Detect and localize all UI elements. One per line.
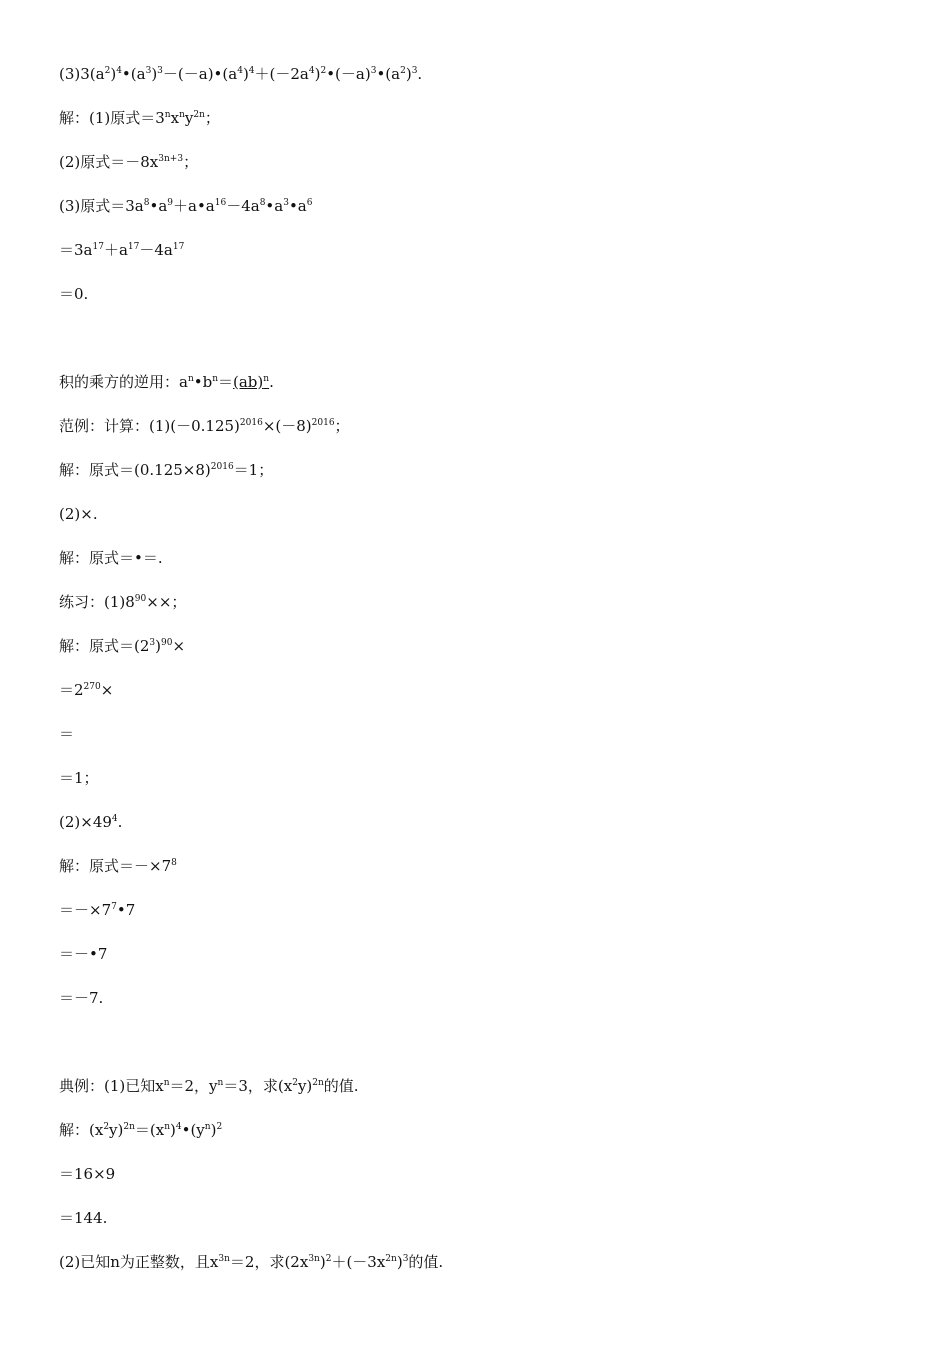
- solution-3-line: (3)原式$=3a^8•a^9+a•a^{16}-4a^8•a^3•a^6$: [59, 197, 313, 215]
- typical-example-1-step-2: ＝16×9: [59, 1165, 116, 1183]
- exercise-1-statement: 练习：$(1)8^{90}\times\times$；: [59, 593, 187, 611]
- example-1-statement: 范例：计算：$(1)(-0.125)^{2016}\times(-8)^{2016}$；: [59, 417, 350, 435]
- typical-example-1-result: ＝144.: [59, 1209, 108, 1227]
- example-2-solution: 解：原式＝•＝.: [59, 549, 163, 567]
- inverse-product-power-rule: 积的乘方的逆用：$a^n•b^n=(ab)^n$.: [59, 373, 274, 391]
- solution-2-line: (2)原式$=-8x^{3n+3}$；: [59, 153, 199, 171]
- problem-3-statement: $(3)3(a^2)^4•(a^3)^3-(-a)•(a^4)^4+(-2a^4)^2•(-a)^3•(a^2)^3$.: [59, 65, 423, 83]
- exercise-1-solution: 解：原式$=(2^3)^{90}\times$: [59, 637, 186, 655]
- exercise-1-step-3: ＝: [59, 725, 75, 743]
- solution-3-result: ＝0.: [59, 285, 89, 303]
- exercise-1-result: ＝1；: [59, 769, 99, 787]
- example-2-statement: (2)×.: [59, 505, 98, 523]
- exercise-2-step-3: ＝－•7: [59, 945, 108, 963]
- typical-example-1-statement: 典例：(1)已知$x^n=2$，$y^n=3$，求$(x^2y)^{2n}$的值.: [59, 1077, 359, 1095]
- exercise-2-statement: $(2)\times 49^4$.: [59, 813, 123, 831]
- solution-1-line: 解：(1)原式$=3^nx^ny^{2n}$；: [59, 109, 220, 127]
- typical-example-1-solution: 解：$(x^2y)^{2n}=(x^n)^4•(y^n)^2$: [59, 1121, 223, 1139]
- exercise-1-step-2: $=2^{270}\times$: [59, 681, 114, 699]
- exercise-2-solution: 解：原式$=-\times 7^8$: [59, 857, 177, 875]
- exercise-2-result: ＝－7.: [59, 989, 104, 1007]
- example-1-solution: 解：原式$=(0.125\times 8)^{2016}=1$；: [59, 461, 274, 479]
- typical-example-2-statement: (2)已知n为正整数，且$x^{3n}=2$，求$(2x^{3n})^2+(-3x^{2n})^3$的值.: [59, 1253, 444, 1271]
- solution-3-step-2: $=3a^{17}+a^{17}-4a^{17}$: [59, 241, 185, 259]
- exercise-2-step-2: $=-\times 7^7•7$: [59, 901, 136, 919]
